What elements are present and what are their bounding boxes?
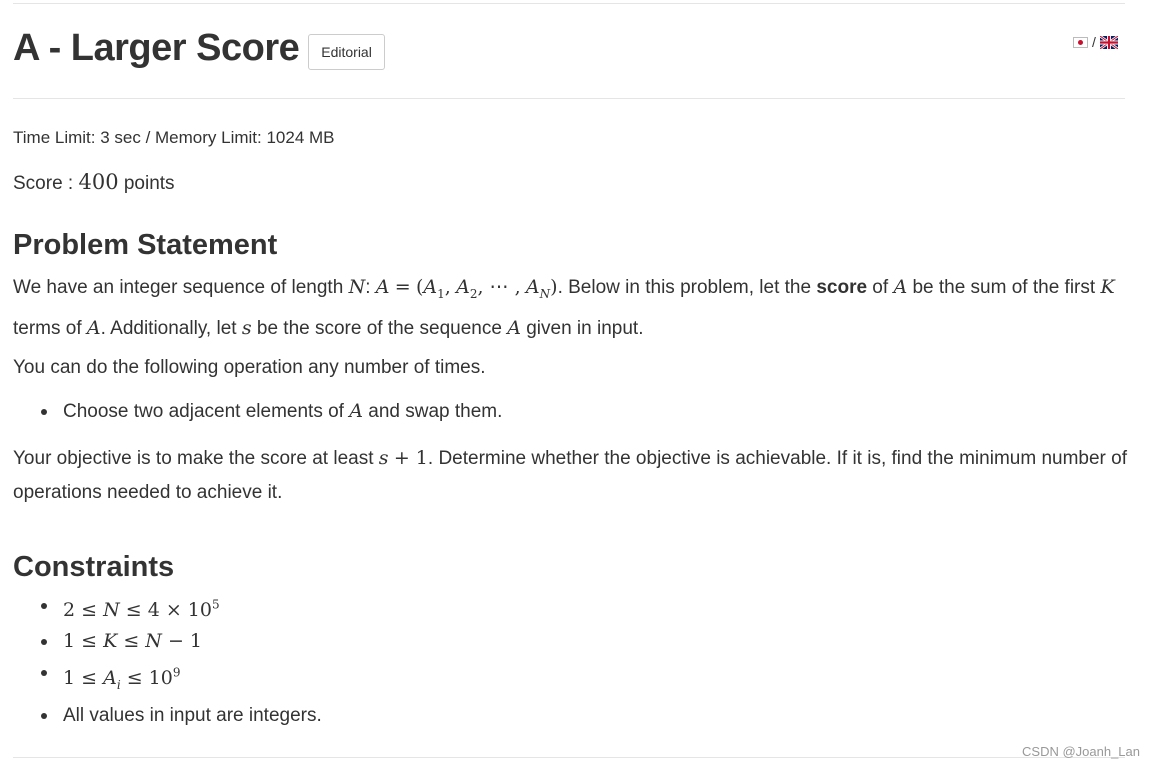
- constraints-heading: Constraints: [13, 551, 175, 583]
- editorial-button[interactable]: Editorial: [308, 34, 385, 70]
- top-divider: [13, 3, 1125, 4]
- list-item: 1 ≤ K ≤ N − 1: [43, 626, 322, 657]
- operation-list: [43, 396, 502, 427]
- list-item: $2 \le N \le 4 \times 10^5$: [43, 590, 322, 626]
- score-prefix: Score :: [13, 173, 79, 194]
- problem-paragraph-1: We have an integer sequence of length N: $A = (A_1$, $A_2$, ⋯ , $A_N$). Below in this problem, let the score of A be the sum of the first K terms of A. Additionally, let s be the score of the sequence A given in input.: [13, 276, 1115, 339]
- score-line: [13, 170, 175, 195]
- score-suffix: points: [118, 173, 175, 194]
- japanese-flag-icon[interactable]: [1073, 37, 1088, 48]
- list-item: All values in input are integers.: [43, 700, 322, 731]
- title-row: [13, 27, 385, 70]
- watermark: CSDN @Joanh_Lan: [1022, 744, 1140, 759]
- list-item: Choose two adjacent elements of A and swap them.: [43, 396, 502, 427]
- problem-paragraph-2: You can do the following operation any number of times.: [13, 357, 486, 378]
- english-flag-icon[interactable]: [1100, 36, 1118, 49]
- bottom-divider: [13, 757, 1125, 758]
- math-expression: N: [348, 276, 366, 298]
- score-value: 400: [78, 170, 119, 194]
- list-item: $1 \le A_i \le 10^9$: [43, 657, 322, 700]
- limits-text: Time Limit: 3 sec / Memory Limit: 1024 MB: [13, 128, 335, 147]
- problem-statement-heading: Problem Statement: [13, 229, 278, 261]
- constraints-list: [43, 590, 322, 731]
- header-divider: [13, 98, 1125, 99]
- lang-separator: /: [1092, 34, 1096, 50]
- problem-paragraph-3: Your objective is to make the score at least s + 1. Determine whether the objective is achievable. If it is, find the minimum number of operations needed to achieve it.: [13, 447, 1127, 503]
- page-title: A - Larger Score: [13, 27, 300, 69]
- score-bold: score: [816, 277, 868, 298]
- language-switcher: [1073, 34, 1118, 50]
